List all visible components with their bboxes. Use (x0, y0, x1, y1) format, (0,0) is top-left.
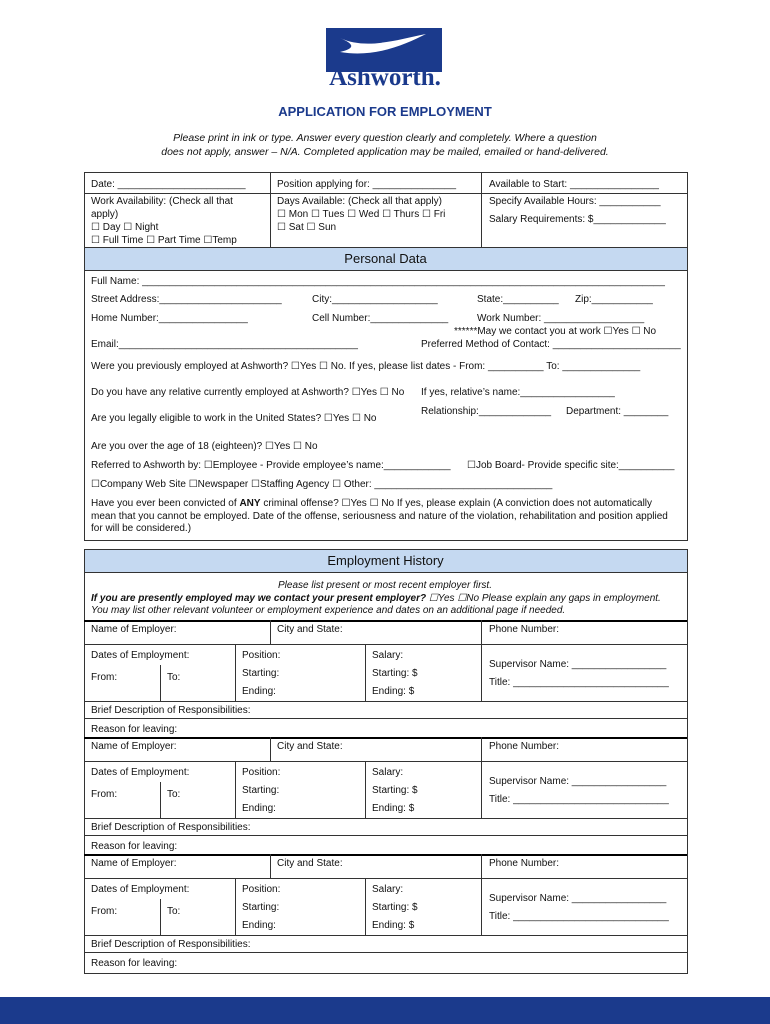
employer-col-c-2 (235, 761, 236, 818)
employer-col-c-3 (235, 878, 236, 935)
employment-bottom (84, 973, 687, 974)
department-field[interactable]: Department: ________ (566, 406, 669, 417)
personal-right (687, 247, 688, 541)
preferred-contact-field[interactable]: Preferred Method of Contact: _______________________ (421, 339, 681, 350)
conviction-text-any: ANY (239, 498, 261, 509)
work-availability-apply: apply) (91, 209, 119, 220)
employer-ending-position-1[interactable]: Ending: (242, 686, 276, 697)
employer-from-field-3[interactable]: From: (91, 906, 118, 917)
personal-left (84, 247, 85, 541)
employer-to-field-2[interactable]: To: (167, 789, 181, 800)
employer-col-a-2 (270, 737, 271, 761)
relative-question[interactable]: Do you have any relative currently employed at Ashworth? ☐Yes ☐ No (91, 387, 405, 398)
employer-dates-label-1[interactable]: Dates of Employment: (91, 650, 190, 661)
employer-col-a-1 (270, 620, 271, 644)
employer-position-field-1[interactable]: Position: (242, 650, 281, 661)
work-availability-label: Work Availability: (Check all that (91, 196, 233, 207)
previously-employed-question[interactable]: Were you previously employed at Ashworth? ☐Yes ☐ No. If yes, please list dates - From: __________ To: ______________ (91, 361, 641, 372)
employer-description-field-1[interactable]: Brief Description of Responsibilities: (91, 705, 251, 716)
employer-col-a-3 (270, 854, 271, 878)
conviction-text-pre: Have you ever been convicted of (91, 498, 240, 509)
employer-ending-salary-2[interactable]: Ending: $ (372, 803, 415, 814)
relative-name-field[interactable]: If yes, relative’s name:_________________ (421, 387, 615, 398)
top-box-col-2 (481, 172, 482, 248)
city-field[interactable]: City:___________________ (312, 294, 438, 305)
employer-block-top-3 (84, 854, 687, 856)
zip-field[interactable]: Zip:___________ (575, 294, 653, 305)
employer-col-d-1 (365, 644, 366, 701)
employer-desc-divider-3 (84, 952, 687, 953)
employer-col-d-2 (365, 761, 366, 818)
employer-col-e-3 (160, 899, 161, 935)
conviction-note-2: mean that you cannot be employed. Date of the offense, seriousness and nature of the violation, rehabilitation and position applied (91, 511, 668, 522)
employment-note-2-rest: ☐Yes ☐No Please explain any gaps in employment. (428, 593, 661, 604)
employer-desc-divider-2 (84, 835, 687, 836)
employer-phone-field-2[interactable]: Phone Number: (489, 741, 560, 752)
top-box-col-1 (270, 172, 271, 248)
conviction-note-3: for will be considered.) (91, 523, 192, 534)
work-number-field[interactable]: Work Number: __________________ (477, 313, 645, 324)
days-available-label: Days Available: (Check all that apply) (277, 196, 442, 207)
employer-position-field-3[interactable]: Position: (242, 884, 281, 895)
employer-from-field-1[interactable]: From: (91, 672, 118, 683)
employer-dates-divider-3 (84, 935, 687, 936)
employer-supervisor-field-3[interactable]: Supervisor Name: _________________ (489, 893, 667, 904)
employer-position-field-2[interactable]: Position: (242, 767, 281, 778)
employer-starting-salary-2[interactable]: Starting: $ (372, 785, 418, 796)
salary-requirements-field[interactable]: Salary Requirements: $_____________ (489, 214, 666, 225)
state-field[interactable]: State:__________ (477, 294, 559, 305)
employment-history-heading: Employment History (84, 549, 687, 573)
employer-description-field-2[interactable]: Brief Description of Responsibilities: (91, 822, 251, 833)
employer-starting-salary-1[interactable]: Starting: $ (372, 668, 418, 679)
employer-col-c-1 (235, 644, 236, 701)
employer-starting-position-3[interactable]: Starting: (242, 902, 280, 913)
employer-description-field-3[interactable]: Brief Description of Responsibilities: (91, 939, 251, 950)
employer-name-field-1[interactable]: Name of Employer: (91, 624, 177, 635)
employer-salary-label-3[interactable]: Salary: (372, 884, 404, 895)
employer-from-field-2[interactable]: From: (91, 789, 118, 800)
employer-city-state-field-2[interactable]: City and State: (277, 741, 343, 752)
employer-city-state-field-3[interactable]: City and State: (277, 858, 343, 869)
employment-note-1: Please list present or most recent employer first. (278, 580, 492, 591)
employer-row-divider-1 (84, 644, 687, 645)
days-checkboxes-2[interactable]: ☐ Sat ☐ Sun (277, 222, 337, 233)
street-address-field[interactable]: Street Address:______________________ (91, 294, 282, 305)
cell-number-field[interactable]: Cell Number:______________ (312, 313, 449, 324)
conviction-question[interactable] (91, 498, 652, 510)
employer-supervisor-field-2[interactable]: Supervisor Name: _________________ (489, 776, 667, 787)
days-checkboxes-1[interactable]: ☐ Mon ☐ Tues ☐ Wed ☐ Thurs ☐ Fri (277, 209, 446, 220)
time-checkboxes[interactable]: ☐ Full Time ☐ Part Time ☐Temp (91, 235, 237, 246)
top-box-divider (84, 193, 687, 194)
employer-ending-salary-3[interactable]: Ending: $ (372, 920, 415, 931)
intro-line-1: Please print in ink or type. Answer every question clearly and completely. Where a question (173, 132, 597, 144)
employer-city-state-field-1[interactable]: City and State: (277, 624, 343, 635)
employer-starting-position-1[interactable]: Starting: (242, 668, 280, 679)
contact-at-work-checkboxes[interactable]: ******May we contact you at work ☐Yes ☐ No (454, 326, 657, 337)
employer-reason-field-2[interactable]: Reason for leaving: (91, 841, 178, 852)
top-box-left (84, 172, 85, 248)
employer-col-b-1 (481, 620, 482, 701)
available-start-field[interactable]: Available to Start: ________________ (489, 179, 659, 190)
employer-col-e-1 (160, 665, 161, 701)
footer-bar (0, 997, 770, 1024)
employer-starting-position-2[interactable]: Starting: (242, 785, 280, 796)
employer-row-divider-2 (84, 761, 687, 762)
day-night-checkboxes[interactable]: ☐ Day ☐ Night (91, 222, 159, 233)
employer-to-field-3[interactable]: To: (167, 906, 181, 917)
employer-reason-field-3[interactable]: Reason for leaving: (91, 958, 178, 969)
employer-name-field-3[interactable]: Name of Employer: (91, 858, 177, 869)
referred-question[interactable]: Referred to Ashworth by: ☐Employee - Provide employee’s name:____________ (91, 460, 451, 471)
employer-supervisor-field-1[interactable]: Supervisor Name: _________________ (489, 659, 667, 670)
employer-desc-divider-1 (84, 718, 687, 719)
employer-ending-position-3[interactable]: Ending: (242, 920, 276, 931)
employer-dates-label-3[interactable]: Dates of Employment: (91, 884, 190, 895)
employer-dates-label-2[interactable]: Dates of Employment: (91, 767, 190, 778)
employer-phone-field-1[interactable]: Phone Number: (489, 624, 560, 635)
employer-title-field-2[interactable]: Title: ____________________________ (489, 794, 669, 805)
page-title: APPLICATION FOR EMPLOYMENT (278, 104, 492, 119)
employer-title-field-3[interactable]: Title: ____________________________ (489, 911, 669, 922)
employer-salary-label-2[interactable]: Salary: (372, 767, 404, 778)
employer-name-field-2[interactable]: Name of Employer: (91, 741, 177, 752)
employer-col-d-3 (365, 878, 366, 935)
employer-to-field-1[interactable]: To: (167, 672, 181, 683)
employment-note-3: You may list other relevant volunteer or employment experience and dates on an additional page if needed. (91, 605, 566, 616)
available-hours-field[interactable]: Specify Available Hours: ___________ (489, 196, 661, 207)
relationship-field[interactable]: Relationship:_____________ (421, 406, 552, 417)
employer-ending-salary-1[interactable]: Ending: $ (372, 686, 415, 697)
conviction-text-post: criminal offense? ☐Yes ☐ No If yes, please explain (A conviction does not automatically (260, 498, 653, 509)
employer-col-b-3 (481, 854, 482, 935)
employer-dates-divider-1 (84, 701, 687, 702)
employer-row-divider-3 (84, 878, 687, 879)
employer-col-b-2 (481, 737, 482, 818)
intro-line-2: does not apply, answer – N/A. Completed application may be mailed, emailed or hand-delivered. (161, 146, 609, 158)
employment-note-2 (91, 593, 661, 605)
eligible-question[interactable]: Are you legally eligible to work in the United States? ☐Yes ☐ No (91, 413, 377, 424)
employer-phone-field-3[interactable]: Phone Number: (489, 858, 560, 869)
top-box-border (84, 172, 687, 173)
employment-right (687, 549, 688, 974)
job-board-field[interactable]: ☐Job Board- Provide specific site:__________ (467, 460, 675, 471)
home-number-field[interactable]: Home Number:________________ (91, 313, 248, 324)
employer-starting-salary-3[interactable]: Starting: $ (372, 902, 418, 913)
personal-data-heading: Personal Data (84, 247, 687, 271)
referral-sources[interactable]: ☐Company Web Site ☐Newspaper ☐Staffing Agency ☐ Other: ________________________________ (91, 479, 553, 490)
employer-block-top-1 (84, 620, 687, 622)
position-field[interactable]: Position applying for: _______________ (277, 179, 457, 190)
logo-wordmark: Ashworth. (329, 64, 441, 91)
employer-col-e-2 (160, 782, 161, 818)
employer-ending-position-2[interactable]: Ending: (242, 803, 276, 814)
top-box-right (687, 172, 688, 248)
employer-reason-field-1[interactable]: Reason for leaving: (91, 724, 178, 735)
age-question[interactable]: Are you over the age of 18 (eighteen)? ☐Yes ☐ No (91, 441, 318, 452)
date-field[interactable]: Date: _______________________ (91, 179, 246, 190)
employer-block-top-2 (84, 737, 687, 739)
employer-dates-divider-2 (84, 818, 687, 819)
personal-bottom (84, 540, 687, 541)
employment-note-2-bold: If you are presently employed may we contact your present employer? (91, 593, 429, 604)
full-name-field[interactable]: Full Name: ______________________________________________________________________________________________ (91, 276, 665, 287)
email-field[interactable]: Email:___________________________________________ (91, 339, 358, 350)
employer-title-field-1[interactable]: Title: ____________________________ (489, 677, 669, 688)
employer-salary-label-1[interactable]: Salary: (372, 650, 404, 661)
